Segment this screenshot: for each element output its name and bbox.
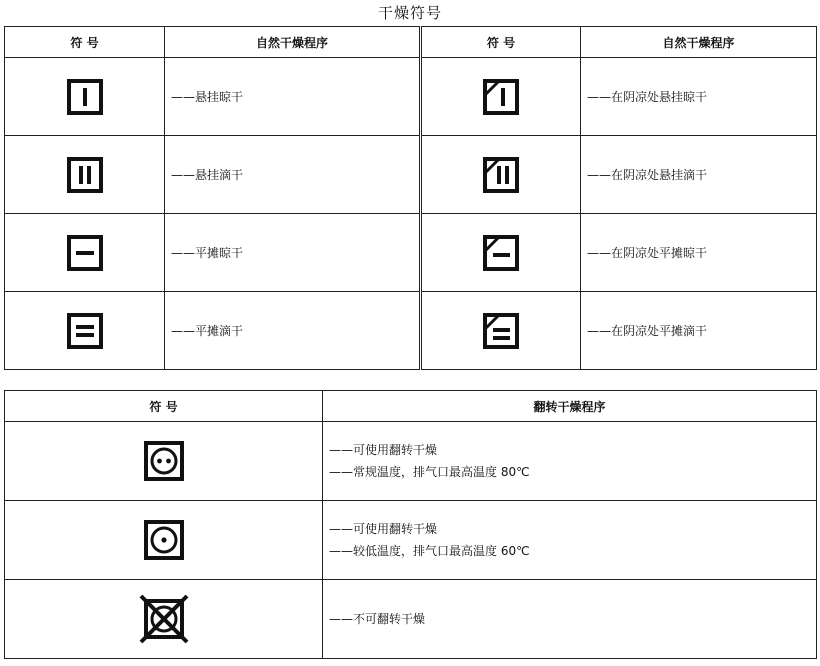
- page-title: 干燥符号: [377, 4, 442, 22]
- do-not-tumble-dry-icon: [137, 592, 191, 646]
- table-row: [5, 580, 817, 659]
- tumble-dry-normal-icon: [142, 439, 186, 483]
- table-row: [5, 422, 817, 501]
- list-item: ——平摊晾干: [165, 214, 421, 292]
- list-item: ——在阴凉处悬挂滴干: [581, 136, 817, 214]
- table-row: [5, 292, 817, 370]
- drip-dry-icon: [65, 155, 105, 195]
- drip-dry-shade-icon: [481, 155, 521, 195]
- dry-flat-drip-shade-icon: [481, 311, 521, 351]
- list-item: ——悬挂晾干: [165, 58, 421, 136]
- header-row: [5, 391, 817, 422]
- list-item: ——在阴凉处平摊滴干: [581, 292, 817, 370]
- tumble-drying-table: [4, 390, 817, 659]
- list-item: ——不可翻转干燥: [329, 612, 426, 626]
- list-item: ——可使用翻转干燥: [329, 522, 438, 536]
- dry-flat-icon: [65, 233, 105, 273]
- dry-flat-drip-icon: [65, 311, 105, 351]
- list-item: ——平摊滴干: [165, 292, 421, 370]
- col-symbol-right: 符 号: [421, 27, 581, 58]
- natural-drying-table: [4, 26, 817, 370]
- table-row: [5, 214, 817, 292]
- table-row: [5, 501, 817, 580]
- list-item: ——悬挂滴干: [165, 136, 421, 214]
- col-process-left: 自然干燥程序: [165, 27, 421, 58]
- col-process: 翻转干燥程序: [323, 391, 817, 422]
- table-row: [5, 136, 817, 214]
- line-dry-shade-icon: [481, 77, 521, 117]
- col-symbol: 符 号: [5, 391, 323, 422]
- line-dry-icon: [65, 77, 105, 117]
- header-row: [5, 27, 817, 58]
- list-item: ——在阴凉处平摊晾干: [581, 214, 817, 292]
- col-process-right: 自然干燥程序: [581, 27, 817, 58]
- list-item: ——常规温度，排气口最高温度 80℃: [329, 465, 530, 479]
- list-item: ——在阴凉处悬挂晾干: [581, 58, 817, 136]
- col-symbol-left: 符 号: [5, 27, 165, 58]
- table-row: [5, 58, 817, 136]
- list-item: ——较低温度，排气口最高温度 60℃: [329, 544, 530, 558]
- dry-flat-shade-icon: [481, 233, 521, 273]
- list-item: ——可使用翻转干燥: [329, 443, 438, 457]
- tumble-dry-low-icon: [142, 518, 186, 562]
